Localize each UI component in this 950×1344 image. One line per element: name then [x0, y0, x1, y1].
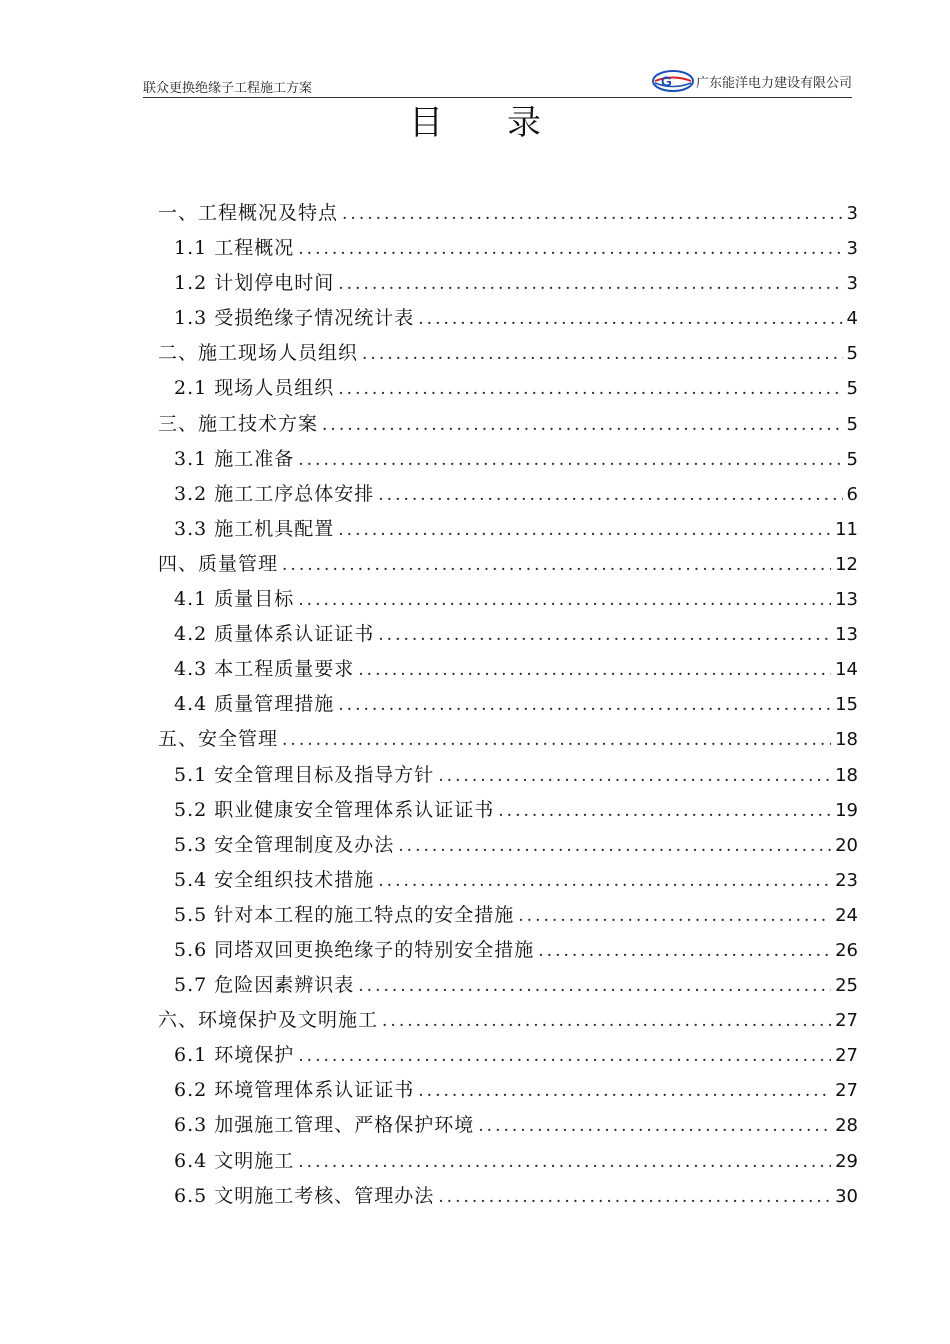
toc-entry-label: 4.4 质量管理措施 — [174, 693, 335, 716]
toc-dot-leader — [338, 513, 831, 548]
toc-entry[interactable] — [158, 1108, 858, 1143]
toc-entry[interactable] — [158, 582, 858, 617]
toc-entry[interactable] — [158, 196, 858, 231]
toc-entry-label: 5.6 同塔双回更换绝缘子的特别安全措施 — [174, 938, 535, 961]
toc-entry-page-number: 14 — [835, 659, 858, 681]
toc-dot-leader — [298, 1039, 831, 1074]
toc-dot-leader — [298, 443, 842, 478]
toc-dot-leader — [338, 372, 842, 407]
toc-entry[interactable] — [158, 793, 858, 828]
toc-entry-label: 3.2 施工工序总体安排 — [174, 482, 375, 505]
toc-entry[interactable] — [158, 758, 858, 793]
toc-entry-page-number: 3 — [846, 273, 858, 295]
toc-entry-page-number: 24 — [835, 904, 858, 926]
toc-entry-page-number: 4 — [846, 308, 858, 330]
toc-dot-leader — [358, 653, 831, 688]
toc-entry-label: 5.5 针对本工程的施工特点的安全措施 — [174, 903, 515, 926]
toc-entry-label: 一、工程概况及特点 — [158, 202, 339, 224]
toc-entry[interactable] — [158, 1179, 858, 1214]
toc-entry-label: 6.4 文明施工 — [174, 1149, 295, 1172]
toc-entry-label: 6.3 加强施工管理、严格保护环境 — [174, 1114, 475, 1137]
toc-entry-label: 5.7 危险因素辨识表 — [174, 974, 355, 997]
toc-entry-label: 6.1 环境保护 — [174, 1044, 295, 1067]
toc-entry[interactable] — [158, 933, 858, 968]
toc-entry-label: 1.1 工程概况 — [174, 237, 295, 260]
toc-entry-label: 4.3 本工程质量要求 — [174, 658, 355, 681]
toc-entry[interactable] — [158, 687, 858, 722]
toc-dot-leader — [378, 864, 831, 899]
title-char-1: 目 — [409, 103, 443, 143]
toc-entry[interactable] — [158, 512, 858, 547]
toc-entry-label: 4.1 质量目标 — [174, 588, 295, 611]
toc-dot-leader — [382, 1004, 831, 1039]
toc-dot-leader — [498, 794, 831, 829]
toc-entry-label: 1.3 受损绝缘子情况统计表 — [174, 307, 415, 330]
toc-entry-label: 六、环境保护及文明施工 — [158, 1009, 379, 1032]
toc-dot-leader — [438, 759, 831, 794]
toc-entry[interactable] — [158, 301, 858, 336]
toc-entry-label: 5.2 职业健康安全管理体系认证证书 — [174, 798, 495, 821]
toc-entry-page-number: 3 — [846, 238, 858, 260]
toc-entry-page-number: 19 — [835, 799, 858, 821]
toc-entry[interactable] — [158, 477, 858, 512]
toc-entry-label: 3.3 施工机具配置 — [174, 517, 335, 540]
toc-entry[interactable] — [158, 407, 858, 442]
toc-dot-leader — [358, 969, 831, 1004]
toc-dot-leader — [378, 478, 842, 513]
toc-entry-page-number: 23 — [835, 869, 858, 891]
toc-entry-page-number: 15 — [835, 694, 858, 716]
toc-entry[interactable] — [158, 1073, 858, 1108]
toc-dot-leader — [338, 688, 831, 723]
toc-entry-label: 6.5 文明施工考核、管理办法 — [174, 1184, 435, 1207]
toc-dot-leader — [298, 232, 842, 267]
company-header — [652, 70, 852, 92]
toc-entry[interactable] — [158, 336, 858, 371]
toc-dot-leader — [338, 267, 842, 302]
toc-dot-leader — [418, 1074, 831, 1109]
toc-entry-page-number: 20 — [835, 834, 858, 856]
toc-entry-page-number: 13 — [835, 624, 858, 646]
toc-entry[interactable] — [158, 547, 858, 582]
toc-dot-leader — [378, 618, 831, 653]
toc-entry-page-number: 27 — [835, 1045, 858, 1067]
toc-dot-leader — [418, 302, 842, 337]
toc-entry[interactable] — [158, 898, 858, 933]
toc-entry-page-number: 3 — [846, 203, 858, 224]
toc-dot-leader — [282, 723, 831, 758]
toc-dot-leader — [438, 1180, 831, 1215]
toc-entry[interactable] — [158, 1003, 858, 1038]
toc-entry[interactable] — [158, 442, 858, 477]
document-header-title: 联众更换绝缘子工程施工方案 — [143, 81, 313, 96]
toc-entry[interactable] — [158, 371, 858, 406]
toc-entry-page-number: 6 — [846, 483, 858, 505]
toc-dot-leader — [322, 408, 843, 443]
toc-entry[interactable] — [158, 828, 858, 863]
toc-entry-page-number: 11 — [835, 518, 858, 540]
toc-entry[interactable] — [158, 968, 858, 1003]
toc-entry-page-number: 5 — [846, 413, 858, 435]
toc-entry-page-number: 25 — [835, 975, 858, 997]
toc-entry-label: 5.4 安全组织技术措施 — [174, 868, 375, 891]
toc-entry[interactable] — [158, 231, 858, 266]
toc-entry-label: 3.1 施工准备 — [174, 447, 295, 470]
toc-entry-label: 四、质量管理 — [158, 552, 279, 575]
toc-entry[interactable] — [158, 652, 858, 687]
toc-dot-leader — [518, 899, 831, 934]
toc-dot-leader — [342, 197, 843, 232]
toc-entry-label: 6.2 环境管理体系认证证书 — [174, 1079, 415, 1102]
toc-entry-page-number: 27 — [835, 1080, 858, 1102]
toc-entry-page-number: 30 — [835, 1185, 858, 1207]
company-name: 广东能洋电力建设有限公司 — [695, 75, 852, 91]
toc-entry-label: 4.2 质量体系认证证书 — [174, 623, 375, 646]
title-char-2: 录 — [507, 103, 541, 143]
toc-entry-page-number: 18 — [835, 764, 858, 786]
page-title — [0, 95, 950, 144]
toc-entry-page-number: 26 — [835, 939, 858, 961]
toc-entry-label: 五、安全管理 — [158, 728, 279, 751]
toc-entry[interactable] — [158, 722, 858, 757]
toc-entry[interactable] — [158, 863, 858, 898]
toc-dot-leader — [398, 829, 831, 864]
toc-entry-label: 2.1 现场人员组织 — [174, 377, 335, 400]
toc-entry-page-number: 18 — [835, 729, 858, 751]
toc-entry-page-number: 12 — [835, 553, 858, 575]
toc-entry-page-number: 29 — [835, 1150, 858, 1172]
toc-dot-leader — [282, 548, 831, 583]
toc-entry-label: 二、施工现场人员组织 — [158, 342, 359, 365]
toc-entry-label: 5.3 安全管理制度及办法 — [174, 833, 395, 856]
toc-dot-leader — [538, 934, 831, 969]
toc-dot-leader — [362, 337, 843, 372]
toc-entry-page-number: 28 — [835, 1115, 858, 1137]
toc-entry-page-number: 5 — [846, 448, 858, 470]
logo-letter: G — [660, 73, 672, 89]
toc-entry-page-number: 13 — [835, 589, 858, 611]
toc-entry-label: 三、施工技术方案 — [158, 412, 319, 435]
company-logo-icon — [652, 70, 694, 92]
table-of-contents — [158, 196, 858, 1214]
toc-entry[interactable] — [158, 1144, 858, 1179]
toc-entry-page-number: 27 — [835, 1010, 858, 1032]
toc-dot-leader — [478, 1109, 831, 1144]
toc-entry-label: 1.2 计划停电时间 — [174, 272, 335, 295]
toc-entry-page-number: 5 — [846, 343, 858, 365]
toc-entry-page-number: 5 — [846, 378, 858, 400]
toc-entry[interactable] — [158, 266, 858, 301]
toc-entry[interactable] — [158, 617, 858, 652]
toc-dot-leader — [298, 1145, 831, 1180]
toc-dot-leader — [298, 583, 831, 618]
toc-entry-label: 5.1 安全管理目标及指导方针 — [174, 763, 435, 786]
toc-entry[interactable] — [158, 1038, 858, 1073]
